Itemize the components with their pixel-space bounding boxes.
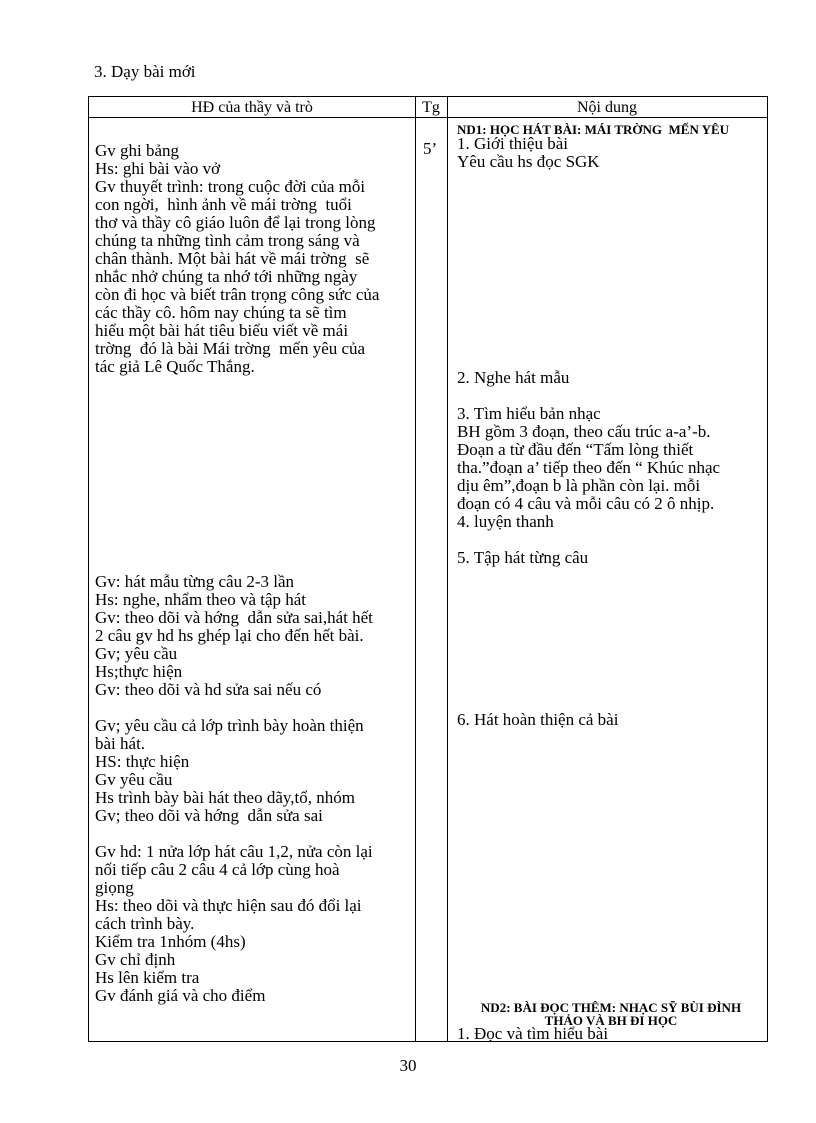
column-divider — [415, 97, 416, 1041]
content-analysis: 3. Tìm hiểu bản nhạc BH gồm 3 đoạn, theo cấu trúc a-a’-b. Đoạn a từ đầu đến “Tấm lòng thiết tha.”đoạn a’ tiếp theo đến “ Khúc nhạc dịu êm”,đoạn b là phần còn lại. mỗi đoạn có 4 câu và mỗi câu có 2 ô nhịp. 4. luyện thanh — [457, 404, 721, 531]
content-full-song: 6. Hát hoàn thiện cả bài — [457, 710, 619, 729]
content-sing-lines: 5. Tập hát từng câu — [457, 548, 589, 567]
header-activities: HĐ của thầy và trò — [191, 99, 313, 116]
activities-block-complete: Gv; yêu cầu cả lớp trình bày hoàn thiện bài hát. HS: thực hiện Gv yêu cầu Hs trình bày bài hát theo dãy,tổ, nhóm Gv; theo dõi và hớng dẫn sửa sai — [95, 716, 364, 825]
activities-block-assessment: Gv hd: 1 nửa lớp hát câu 1,2, nửa còn lại nối tiếp câu 2 câu 4 cả lớp cùng hoà giọng Hs: theo dõi và thực hiện sau đó đổi lại cách trình bày. Kiểm tra 1nhóm (4hs) Gv chỉ định Hs lên kiểm tra Gv đánh giá và cho điểm — [95, 842, 373, 1005]
nd2-title: ND2: BÀI ĐỌC THÊM: NHẠC SỸ BÙI ĐÌNH THẢO VÀ BH ĐI HỌC — [480, 1000, 742, 1028]
section-heading: 3. Dạy bài mới — [94, 62, 196, 81]
page-number: 30 — [399, 1056, 417, 1075]
activities-block-intro: Gv ghi bảng Hs: ghi bài vào vở Gv thuyết trình: trong cuộc đời của mỗi con ngời, hình ảnh về mái trờng tuổi thơ và thầy cô giáo luôn để lại trong lòng chúng ta những tình cảm trong sáng và chân thành. Một bài hát về mái trờng sẽ nhắc nhở chúng ta nhớ tới những ngày còn đi học và biết trân trọng công sức của các thầy cô. hôm nay chúng ta sẽ tìm hiểu một bài hát tiêu biểu viết về mái trờng đó là bài Mái trờng mến yêu của tác giả Lê Quốc Thắng. — [95, 141, 380, 376]
lesson-table — [88, 96, 768, 1042]
content-listen: 2. Nghe hát mẫu — [457, 368, 570, 387]
nd1-title: ND1: HỌC HÁT BÀI: MÁI TRỜNG MẾN YÊU — [457, 122, 730, 137]
header-content: Nội dung — [577, 99, 637, 116]
header-time: Tg — [422, 99, 440, 116]
column-divider — [447, 97, 448, 1041]
activities-block-practice: Gv: hát mẫu từng câu 2-3 lần Hs: nghe, nhẩm theo và tập hát Gv: theo dõi và hớng dẫn sửa sai,hát hết 2 câu gv hd hs ghép lại cho đến hết bài. Gv; yêu cầu Hs;thực hiện Gv: theo dõi và hd sửa sai nếu có — [95, 572, 373, 699]
content-reading: 1. Đọc và tìm hiểu bài — [457, 1024, 609, 1043]
time-value: 5’ — [423, 139, 438, 158]
content-intro: 1. Giới thiệu bài Yêu cầu hs đọc SGK — [457, 134, 600, 171]
